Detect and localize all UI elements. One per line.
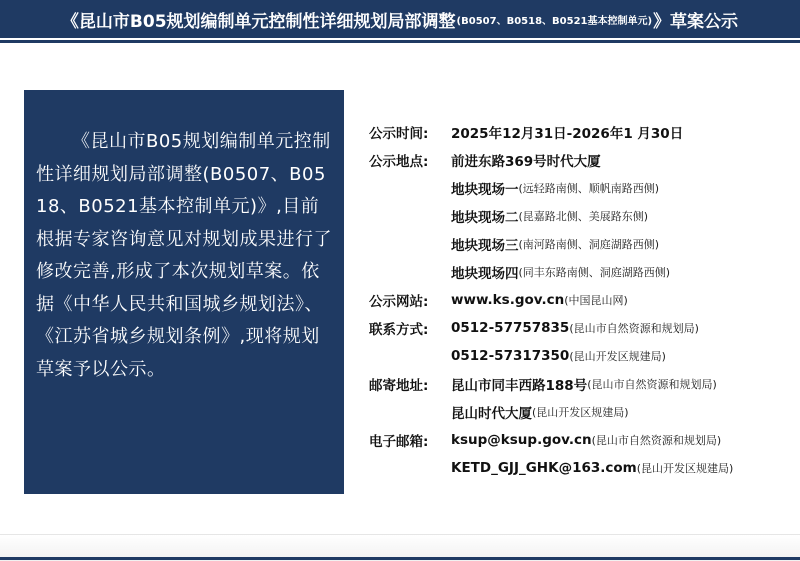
email-label: 电子邮箱: xyxy=(369,434,429,450)
site-note: (远轻路南侧、顺帆南路西侧) xyxy=(518,182,660,195)
site-name: 地块现场二 xyxy=(451,210,519,226)
email-row xyxy=(369,426,794,454)
mail-address: 昆山市同丰西路188号 xyxy=(451,378,588,394)
website-link[interactable]: www.ks.gov.cn xyxy=(451,292,565,308)
title-units: (B0507、B0518、B0521基本控制单元) xyxy=(456,15,653,27)
mail-note: (昆山市自然资源和规划局) xyxy=(587,378,717,391)
email-row xyxy=(369,454,794,482)
mail-address: 昆山时代大厦 xyxy=(451,406,532,422)
title-main: 《昆山市B05规划编制单元控制性详细规划局部调整 xyxy=(61,11,456,32)
site-row xyxy=(369,202,794,230)
site-name: 地块现场四 xyxy=(451,266,519,282)
phone-note: (昆山市自然资源和规划局) xyxy=(569,322,699,335)
email-link[interactable]: KETD_GJJ_GHK@163.com xyxy=(451,460,637,476)
website-note: (中国昆山网) xyxy=(564,294,628,307)
phone-number: 0512-57317350 xyxy=(451,348,570,364)
intro-panel xyxy=(24,90,344,494)
contact-label: 联系方式: xyxy=(369,322,429,338)
mail-label: 邮寄地址: xyxy=(369,378,429,394)
website-label: 公示网站: xyxy=(369,294,429,310)
site-note: (南河路南侧、洞庭湖路西侧) xyxy=(518,238,660,251)
site-name: 地块现场一 xyxy=(451,182,519,198)
time-row xyxy=(369,118,794,146)
info-list xyxy=(369,118,794,482)
title-tail: 》草案公示 xyxy=(653,11,739,32)
title-separator xyxy=(0,40,800,43)
site-note: (昆嘉路北侧、美展路东侧) xyxy=(518,210,649,223)
email-note: (昆山开发区规建局) xyxy=(636,462,734,475)
phone-note: (昆山开发区规建局) xyxy=(569,350,666,363)
place-row xyxy=(369,146,794,174)
intro-text: 《昆山市B05规划编制单元控制性详细规划局部调整(B0507、B0518、B0521基本控制单元)》,目前根据专家咨询意见对规划成果进行了修改完善,形成了本次规划草案。依据《中华人民共和国城乡规划法》、《江苏省城乡规划条例》,现将规划草案予以公示。 xyxy=(36,131,332,380)
phone-number: 0512-57757835 xyxy=(451,320,570,336)
contact-row xyxy=(369,314,794,342)
site-row xyxy=(369,230,794,258)
place-value: 前进东路369号时代大厦 xyxy=(451,154,601,170)
place-label: 公示地点: xyxy=(369,154,429,170)
mail-row xyxy=(369,370,794,398)
site-name: 地块现场三 xyxy=(451,238,519,254)
website-row xyxy=(369,286,794,314)
site-row xyxy=(369,174,794,202)
mail-row xyxy=(369,398,794,426)
mail-note: (昆山开发区规建局) xyxy=(532,406,629,419)
site-row xyxy=(369,258,794,286)
contact-row xyxy=(369,342,794,370)
time-label: 公示时间: xyxy=(369,126,429,142)
title-bar xyxy=(0,0,800,38)
email-link[interactable]: ksup@ksup.gov.cn xyxy=(451,432,592,448)
site-note: (同丰东路南侧、洞庭湖路西侧) xyxy=(518,266,671,279)
email-note: (昆山市自然资源和规划局) xyxy=(591,434,722,447)
time-value: 2025年12月31日-2026年1 月30日 xyxy=(451,126,684,142)
